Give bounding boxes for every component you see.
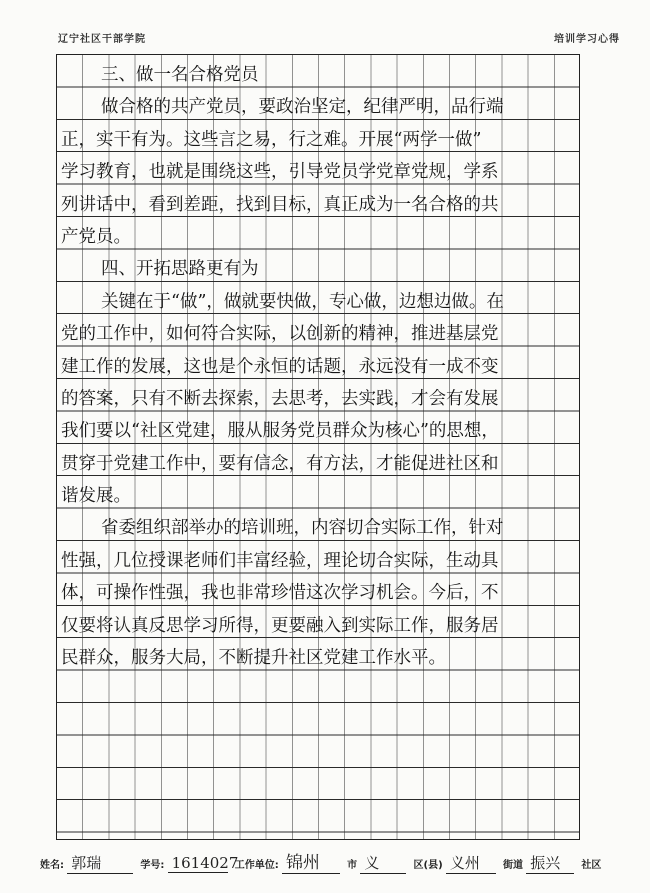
text-line: 谐发展。 xyxy=(61,486,131,507)
work-unit-label: 工作单位: xyxy=(234,860,279,871)
text-line: 性强，几位授课老师们丰富经验，理论切合实际，生动具 xyxy=(61,550,499,571)
city-label: 市 xyxy=(347,860,358,871)
document-type-header: 培训学习心得 xyxy=(554,34,620,45)
text-line: 学习教育，也就是围绕这些，引导党员学党章党规，学系 xyxy=(61,162,499,183)
text-line: 我们要以“社区党建，服从服务党员群众为核心”的思想， xyxy=(61,421,499,442)
community-value: 振兴 xyxy=(526,852,574,874)
student-id-value: 1614027 xyxy=(168,854,228,873)
author-info-footer xyxy=(40,848,620,874)
text-line: 党的工作中，如何符合实际，以创新的精神，推进基层党 xyxy=(61,324,499,345)
text-line: 民群众，服务大局，不断提升社区党建工作水平。 xyxy=(61,648,446,669)
section-heading-4: 四、开拓思路更有为 xyxy=(101,259,259,280)
text-line: 仅要将认真反思学习所得，更要融入到实际工作，服务居 xyxy=(61,615,499,636)
institution-header: 辽宁社区干部学院 xyxy=(58,34,146,45)
name-value: 郭瑞 xyxy=(67,852,133,874)
district-value: 义 xyxy=(360,852,406,874)
city-value: 锦州 xyxy=(282,848,340,874)
text-line: 正，实干有为。这些言之易，行之难。开展“两学一做” xyxy=(61,129,482,150)
text-line: 做合格的共产党员，要政治坚定，纪律严明，品行端 xyxy=(101,97,504,118)
community-label: 社区 xyxy=(581,860,602,871)
text-line: 的答案，只有不断去探索，去思考，去实践，才会有发展 xyxy=(61,388,499,409)
text-line: 贯穿于党建工作中，要有信念，有方法，才能促进社区和 xyxy=(61,453,499,474)
text-line: 列讲话中，看到差距，找到目标，真正成为一名合格的共 xyxy=(61,194,499,215)
section-heading-3: 三、做一名合格党员 xyxy=(101,65,259,85)
text-line: 体，可操作性强，我也非常珍惜这次学习机会。今后，不 xyxy=(61,583,499,604)
text-line: 省委组织部举办的培训班，内容切合实际工作，针对 xyxy=(101,518,504,539)
district-label: 区(县) xyxy=(413,860,443,871)
text-line: 关键在于“做”，做就要快做，专心做，边想边做。在 xyxy=(101,291,504,312)
name-label: 姓名: xyxy=(40,860,64,871)
street-label: 街道 xyxy=(503,860,524,871)
text-line: 产党员。 xyxy=(61,226,131,247)
street-value: 义州 xyxy=(446,852,496,874)
text-line: 建工作的发展，这也是个永恒的话题，永远没有一成不变 xyxy=(61,356,499,377)
lined-writing-sheet xyxy=(56,54,580,840)
student-id-label: 学号: xyxy=(140,860,165,871)
handwritten-text xyxy=(61,59,577,674)
